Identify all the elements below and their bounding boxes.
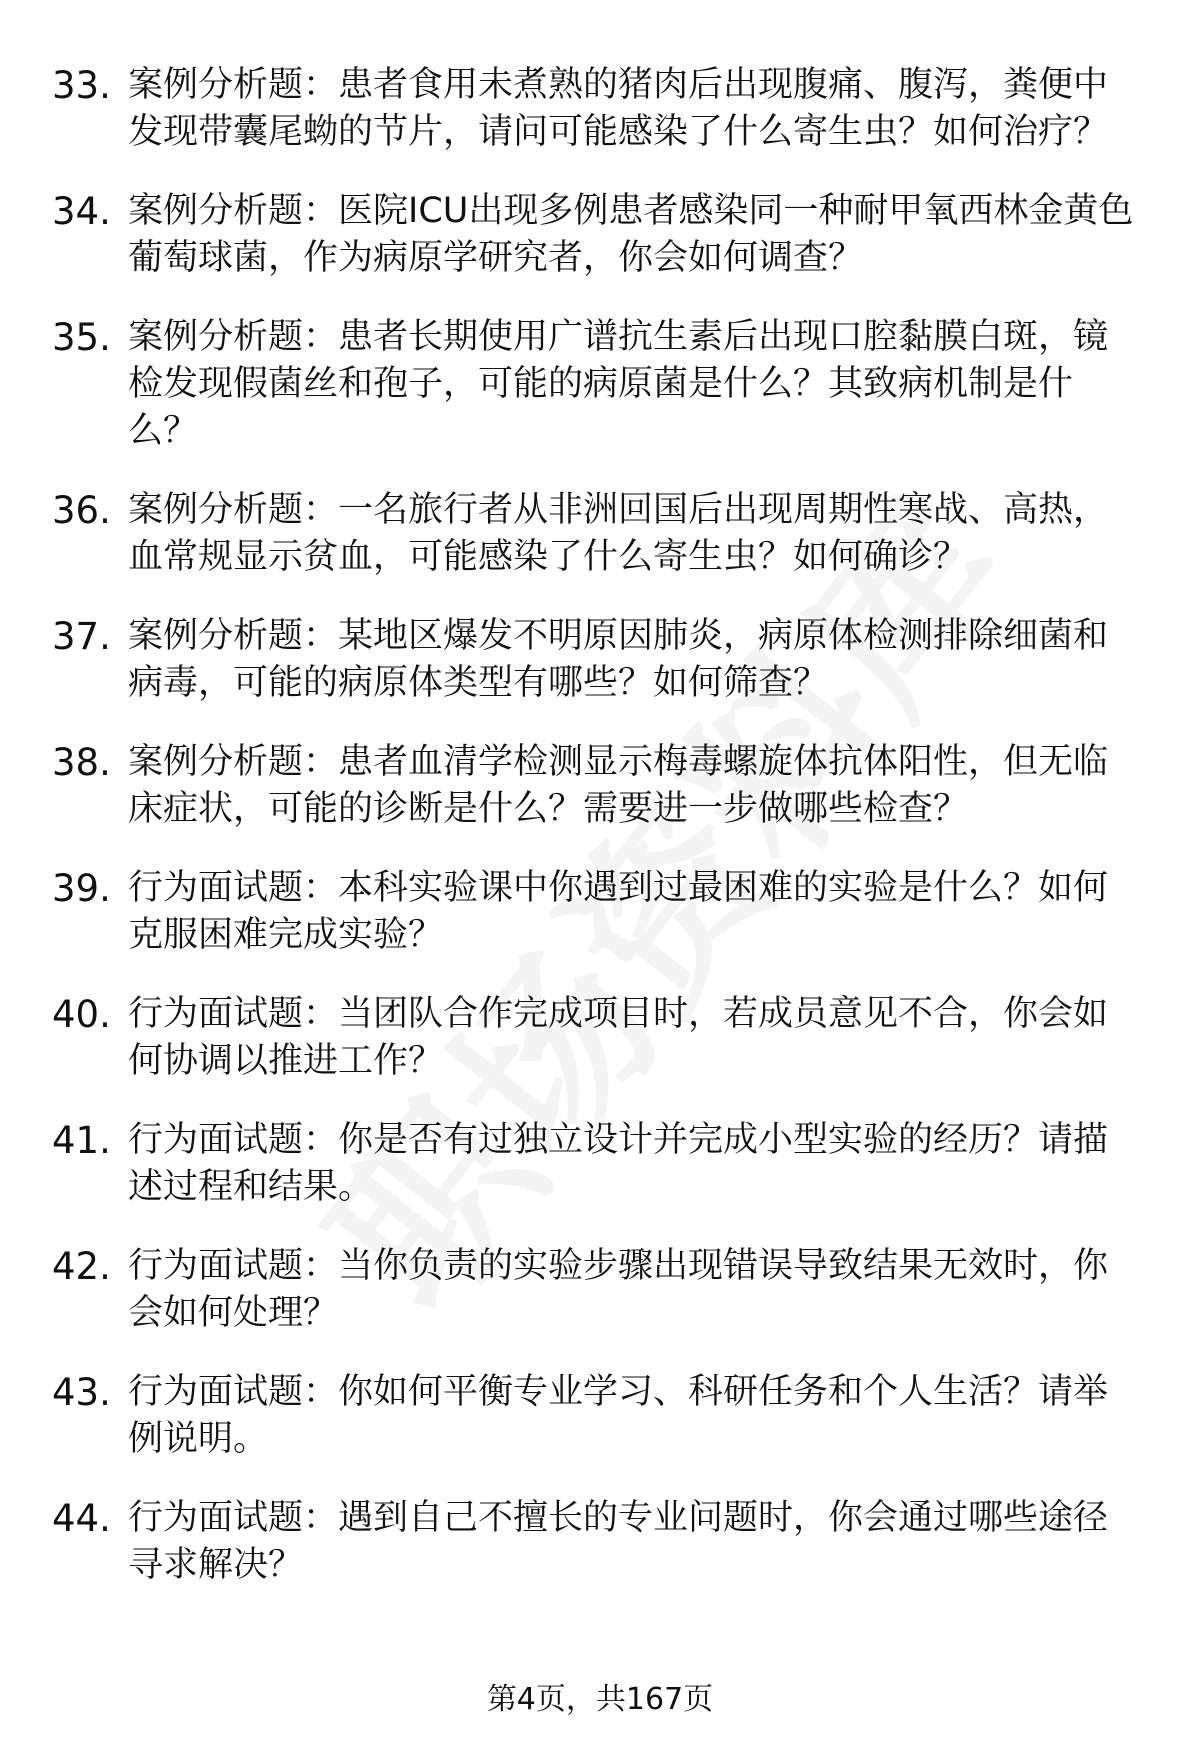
question-text: 行为面试题：当团队合作完成项目时，若成员意见不合，你会如何协调以推进工作？ <box>128 994 1109 1081</box>
question-number: 43. <box>52 1371 111 1414</box>
question-text: 行为面试题：当你负责的实验步骤出现错误导致结果无效时，你会如何处理？ <box>128 1246 1109 1333</box>
question-number: 35. <box>52 316 111 359</box>
page-footer: 第4页，共167页 <box>486 1682 714 1717</box>
question-item <box>52 1117 1144 1211</box>
question-number: 39. <box>52 867 111 910</box>
question-item <box>52 991 1144 1085</box>
question-text: 行为面试题：你如何平衡专业学习、科研任务和个人生活？请举例说明。 <box>128 1372 1109 1459</box>
question-item <box>52 487 1144 581</box>
question-item <box>52 188 1144 282</box>
question-number: 41. <box>52 1119 111 1162</box>
question-text: 行为面试题：你是否有过独立设计并完成小型实验的经历？请描述过程和结果。 <box>128 1120 1109 1207</box>
question-item <box>52 1495 1144 1589</box>
question-item <box>52 1369 1144 1463</box>
question-number: 42. <box>52 1245 111 1288</box>
question-number: 36. <box>52 489 111 532</box>
question-item <box>52 1243 1144 1337</box>
question-number: 33. <box>52 64 111 107</box>
question-number: 34. <box>52 190 111 233</box>
question-text: 案例分析题：患者血清学检测显示梅毒螺旋体抗体阳性，但无临床症状，可能的诊断是什么？需要进一步做哪些检查？ <box>128 742 1109 829</box>
question-text: 案例分析题：医院ICU出现多例患者感染同一种耐甲氧西林金黄色葡萄球菌，作为病原学研究者，你会如何调查？ <box>128 191 1134 278</box>
question-text: 行为面试题：遇到自己不擅长的专业问题时，你会通过哪些途径寻求解决？ <box>128 1498 1109 1585</box>
question-text: 行为面试题：本科实验课中你遇到过最困难的实验是什么？如何克服困难完成实验？ <box>128 868 1109 955</box>
question-item <box>52 62 1144 156</box>
question-item <box>52 613 1144 707</box>
question-text: 案例分析题：某地区爆发不明原因肺炎，病原体检测排除细菌和病毒，可能的病原体类型有哪些？如何筛查？ <box>128 616 1109 703</box>
question-text: 案例分析题：患者食用未煮熟的猪肉后出现腹痛、腹泻，粪便中发现带囊尾蚴的节片，请问可能感染了什么寄生虫？如何治疗？ <box>128 65 1109 152</box>
question-number: 37. <box>52 615 111 658</box>
question-list <box>52 62 1144 1621</box>
question-item <box>52 865 1144 959</box>
question-text: 案例分析题：患者长期使用广谱抗生素后出现口腔黏膜白斑，镜检发现假菌丝和孢子，可能的病原菌是什么？其致病机制是什么？ <box>128 317 1109 451</box>
question-number: 44. <box>52 1497 111 1540</box>
question-number: 40. <box>52 993 111 1036</box>
question-text: 案例分析题：一名旅行者从非洲回国后出现周期性寒战、高热，血常规显示贫血，可能感染了什么寄生虫？如何确诊？ <box>128 490 1109 577</box>
question-item <box>52 314 1144 455</box>
question-item <box>52 739 1144 833</box>
question-number: 38. <box>52 741 111 784</box>
